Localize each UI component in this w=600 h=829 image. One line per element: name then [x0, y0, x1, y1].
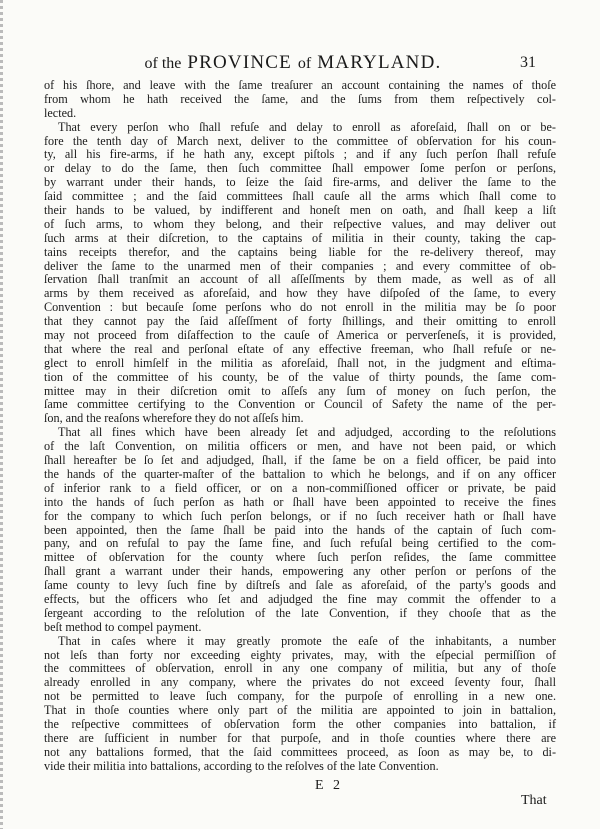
text-line: ſuch arms at their diſcretion, to the captains of militia in their county, taking the cap- — [44, 230, 556, 245]
running-header — [0, 52, 600, 78]
text-line: been appointed, then the ſame ſhall be paid into the hands of the captain of ſuch com- — [44, 522, 556, 537]
text-line: of the laſt Convention, on militia officers or men, and have not been paid, or which — [44, 439, 556, 454]
text-line: there are ſufficient in number for that purpoſe, and in thoſe counties where there are — [44, 730, 556, 745]
text-line: That in thoſe counties where only part of the militia are appointed to join in battalion, — [44, 703, 556, 718]
text-line: mittee may in their diſcretion omit to aſſeſs any ſum of money on ſuch perſon, the — [44, 383, 556, 398]
text-line: of his ſhore, and leave with the ſame treaſurer an account containing the names of thoſe — [44, 78, 556, 92]
text-line: ſervation ſhall tranſmit an account of all aſſeſſments by them made, as well as of all — [44, 272, 556, 287]
text-line: of ſuch arms, to whom they belong, and their reſpective values, and may deliver out — [44, 216, 556, 231]
text-line: glect to enroll himſelf in the militia as aforeſaid, ſhall not, in the judgment and eſtima- — [44, 355, 556, 370]
text-line: ſergeant according to the reſolution of the late Convention, if they chooſe that as the — [44, 605, 556, 620]
signature-mark: E 2 — [315, 778, 344, 793]
text-line: not leſs than forty nor exceeding eighty privates, may, with the eſpecial permiſſion of — [44, 647, 556, 662]
text-line: the committees of obſervation, enroll in any one company of militia, but any of thoſe — [44, 661, 556, 676]
text-line: That every perſon who ſhall refuſe and delay to enroll as aforeſaid, ſhall on or be- — [58, 119, 556, 134]
text-line: tains receipts therefor, and the captains being liable for the re-delivery thereof, may — [44, 244, 556, 259]
text-line: for the company to which ſuch perſon belongs, or if no ſuch receiver hath or ſhall have — [44, 508, 556, 523]
scan-edge — [0, 0, 3, 829]
running-title — [112, 52, 474, 74]
text-line: ſame committee certifying to the Convention or Council of Safety the name of the per- — [44, 397, 556, 412]
text-line: into the hands of ſuch perſon as hath or ſhall have been appointed to receive the fines — [44, 494, 556, 509]
body-text — [44, 79, 556, 774]
text-line: of inferior rank to a field officer, or on a non-commiſſioned officer or private, be paid — [44, 480, 556, 495]
text-line: lected. — [44, 105, 77, 120]
text-line: the reſpective committees of obſervation form the other companies into battalion, if — [44, 716, 556, 731]
text-line: ſhall grant a warrant under their hands, empowering any other perſon or perſons of the — [44, 564, 556, 579]
text-line: that where the real and perſonal eſtate of any effective freeman, who ſhall refuſe or ne- — [44, 341, 556, 356]
text-line: not any battalions formed, that the ſaid committees proceed, as ſoon as may be, to di- — [44, 744, 556, 759]
text-line: vide their militia into battalions, according to the reſolves of the late Convention. — [44, 758, 439, 773]
text-line: beſt method to compel payment. — [44, 619, 202, 634]
text-line: the hands of the quarter-maſter of the battalion to which he belongs, and if on any officer — [44, 466, 556, 481]
text-line: ty, all his fire-arms, if he hath any, except piſtols ; and if any ſuch perſon ſhall refuſe — [44, 147, 556, 162]
text-line: mittee of obſervation for the county where ſuch perſon reſides, the ſame committee — [44, 550, 556, 565]
text-line: effects, but the officers who ſet and adjudged the fine may commit the offender to a — [44, 591, 556, 606]
text-line: ſhall hereafter be ſo ſet and adjudged, ſhall, if the ſame be on a field officer, be paid into — [44, 453, 556, 468]
text-line: their hands to be valued, by indifferent and honeſt men on oath, and ſhall keep a liſt — [44, 203, 556, 218]
text-line: Convention : but becauſe ſome perſons who do not enroll in the militia may be ſo poor — [44, 300, 556, 315]
text-line: deliver the ſame to the unarmed men of their companies ; and every committee of ob- — [44, 258, 556, 273]
text-line: may not proceed from diſaffection to the cauſe of America or perverſeneſs, it is provided, — [44, 328, 556, 343]
text-line: That all fines which have been already ſet and adjudged, according to the reſolutions — [58, 425, 556, 440]
text-line: from whom he hath received the ſame, and the ſums from them reſpectively col- — [44, 91, 556, 106]
text-line: arms by them received as aforeſaid, and how they have diſpoſed of the ſame, to every — [44, 286, 556, 301]
text-line: fore the tenth day of March next, deliver to the committee of obſervation for his coun- — [44, 133, 556, 148]
title-maryland: MARYLAND. — [317, 52, 442, 73]
text-line: not be permitted to leave ſuch company, for the purpoſe of enrolling in a new one. — [44, 689, 556, 704]
text-line: or delay to do the ſame, then ſuch committee ſhall empower ſome perſon or perſons, — [44, 161, 556, 176]
title-pre: of the — [144, 55, 182, 72]
text-line: already enrolled in any company, where the privates do not exceed ſeventy four, ſhall — [44, 675, 556, 690]
page-number: 31 — [520, 54, 536, 71]
text-line: That in caſes where it may greatly promote the eaſe of the inhabitants, a number — [58, 633, 556, 648]
text-line: tion of the committee of his county, be of the value of thirty pounds, the ſame com- — [44, 369, 556, 384]
text-line: ſon, and the reaſons wherefore they do not aſſeſs him. — [44, 411, 304, 426]
text-line: that they cannot pay the ſaid aſſeſſment of forty ſhillings, and their omitting to enroll — [44, 314, 556, 329]
text-line: by warrant under their hands, to ſeize the ſaid fire-arms, and deliver the ſame to the — [44, 175, 556, 190]
catchword: That — [521, 793, 547, 808]
text-line: pany, and on refuſal to pay the ſame fine, and ſuch refuſal being certified to the com- — [44, 536, 556, 551]
text-line: ſaid committee ; and the ſaid committees ſhall cauſe all the arms which ſhall come to — [44, 189, 556, 204]
title-province: PROVINCE — [187, 52, 292, 73]
text-line: ſame county to levy ſuch fine by diſtreſs and ſale as aforeſaid, of the party's goods and — [44, 578, 556, 593]
title-mid: of — [297, 55, 312, 72]
